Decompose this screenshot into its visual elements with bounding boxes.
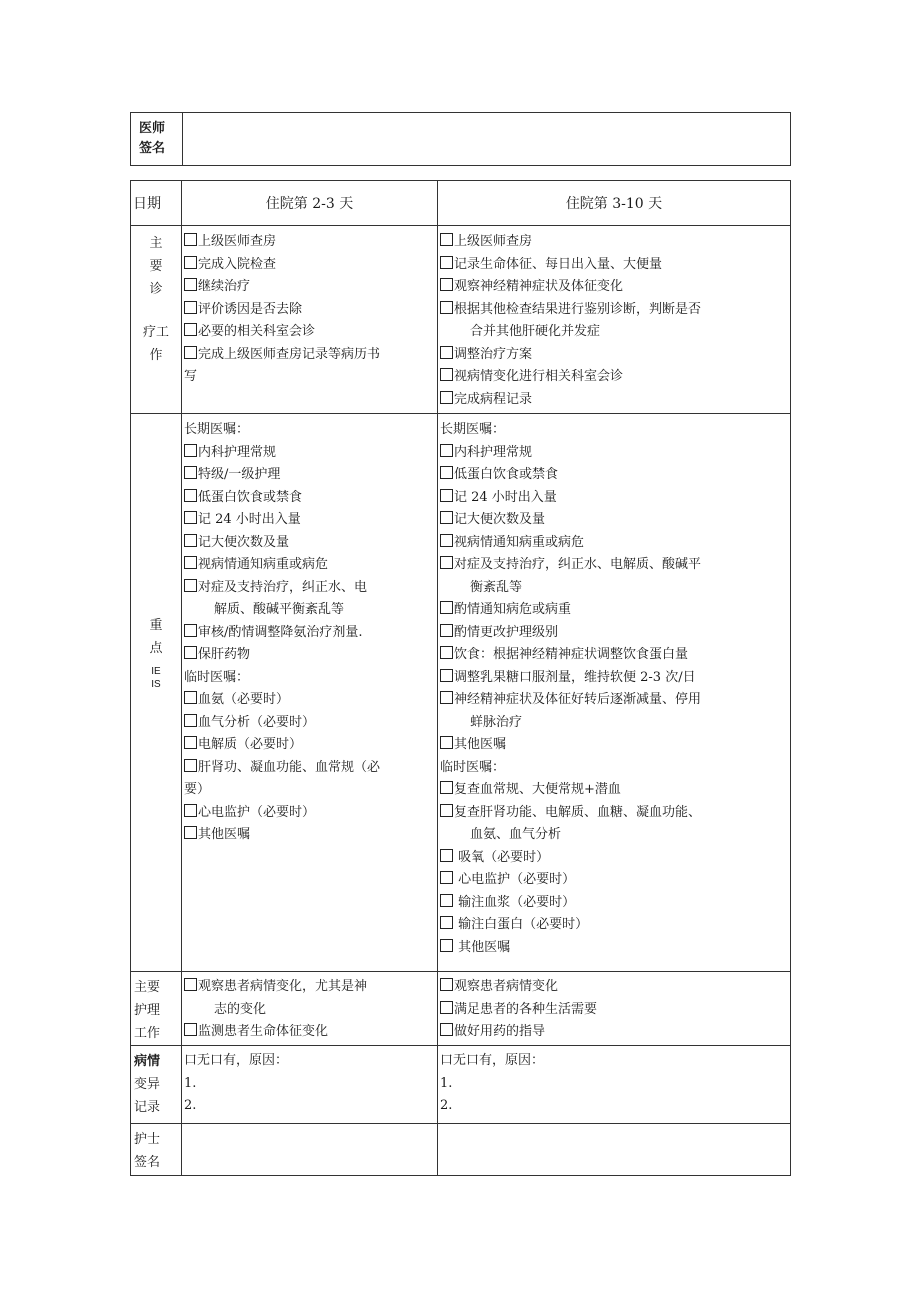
- checklist-item-text: 血氨（必要时）: [198, 692, 290, 707]
- checklist-item-text: 监测患者生命体征变化: [198, 1024, 329, 1039]
- checklist-item-text: 调整治疗方案: [454, 346, 533, 362]
- checklist-item[interactable]: [184, 734, 437, 757]
- checklist-item[interactable]: [184, 976, 437, 999]
- checklist-item[interactable]: [440, 509, 790, 532]
- checklist-item: [184, 999, 437, 1022]
- checklist-item[interactable]: [184, 644, 437, 667]
- orders-col1: [182, 414, 438, 972]
- checkbox-icon[interactable]: [184, 323, 197, 336]
- checklist-item: [184, 419, 437, 442]
- label-line: 护士: [134, 1132, 161, 1147]
- checkbox-icon[interactable]: [184, 256, 197, 269]
- checklist-item-text: 低蛋白饮食或禁食: [198, 489, 303, 505]
- checklist-item[interactable]: [440, 254, 790, 277]
- checklist-item: [184, 1095, 437, 1118]
- checklist-item[interactable]: [440, 847, 790, 870]
- checklist-item[interactable]: [184, 299, 437, 322]
- checkbox-icon[interactable]: [440, 691, 453, 704]
- checklist-item[interactable]: [440, 779, 790, 802]
- checklist-item[interactable]: [440, 344, 790, 367]
- checklist-item: [184, 667, 437, 690]
- checklist-item[interactable]: [184, 689, 437, 712]
- checklist-item[interactable]: [184, 532, 437, 555]
- day-2-3-header: 住院第 2-3 天: [182, 181, 438, 226]
- checklist-item-text: 对症及支持治疗，纠正水、电: [198, 579, 368, 595]
- checklist-item-text: 写: [184, 369, 198, 384]
- label-line: 工作: [134, 1026, 161, 1041]
- label-char: 点: [149, 641, 163, 656]
- checklist-item[interactable]: [440, 599, 790, 622]
- checklist-item-text: 记 24 小时出入量: [198, 512, 301, 527]
- checklist-item-text: 记大便次数及量: [454, 512, 546, 527]
- checklist-item: [440, 757, 790, 780]
- checkbox-icon[interactable]: [184, 759, 197, 772]
- checkbox-icon[interactable]: [184, 534, 197, 547]
- checklist-item-text: 其他医嘱: [454, 737, 507, 752]
- checklist-item-text: 口无口有，原因：: [440, 1053, 545, 1068]
- checkbox-icon[interactable]: [440, 256, 453, 269]
- diagnosis-label: [131, 226, 182, 414]
- checkbox-icon[interactable]: [184, 978, 197, 991]
- doctor-signature-table: [130, 112, 791, 166]
- checklist-item-text: 酌情通知病危或病重: [454, 602, 572, 617]
- checklist-item: [184, 779, 437, 802]
- checklist-item-text: 血气分析（必要时）: [198, 714, 316, 730]
- checklist-item-text: 视病情通知病重或病危: [198, 557, 329, 572]
- checklist-item[interactable]: [440, 464, 790, 487]
- checklist-item-text: 记大便次数及量: [198, 534, 290, 550]
- checklist-item-text: 上级医师查房: [198, 234, 277, 249]
- nursing-col1: [182, 972, 438, 1046]
- checkbox-icon[interactable]: [184, 691, 197, 704]
- checkbox-icon[interactable]: [440, 646, 453, 659]
- checklist-item-text: 审核/酌情调整降氨治疗剂量.: [198, 624, 363, 640]
- checklist-item-text: 长期医嘱：: [440, 422, 506, 437]
- checklist-item: [440, 1073, 790, 1096]
- checkbox-icon[interactable]: [440, 916, 453, 929]
- checklist-item-text: 神经精神症状及体征好转后逐渐减量、停用: [454, 692, 702, 707]
- checklist-item-text: 低蛋白饮食或禁食: [454, 467, 559, 482]
- checkbox-icon[interactable]: [440, 804, 453, 817]
- nursing-col2: [438, 972, 791, 1046]
- checklist-item: [184, 366, 437, 389]
- nurse-signature-field-2[interactable]: [438, 1124, 791, 1176]
- checkbox-icon[interactable]: [440, 624, 453, 637]
- checklist-item-text: 要）: [184, 782, 211, 797]
- checkbox-icon[interactable]: [440, 939, 453, 952]
- checklist-item-text: 继续治疗: [198, 279, 251, 294]
- checklist-item[interactable]: [440, 1021, 790, 1044]
- checklist-item[interactable]: [440, 622, 790, 645]
- checklist-item[interactable]: [440, 914, 790, 937]
- checkbox-icon[interactable]: [440, 391, 453, 404]
- checklist-item[interactable]: [440, 389, 790, 412]
- checklist-item[interactable]: [440, 554, 790, 577]
- checkbox-icon[interactable]: [440, 233, 453, 246]
- checklist-item[interactable]: [440, 276, 790, 299]
- checkbox-icon[interactable]: [184, 466, 197, 479]
- checkbox-icon[interactable]: [440, 871, 453, 884]
- label-char: 疗工: [142, 325, 169, 340]
- checklist-item: [440, 824, 790, 847]
- label-small: IE: [151, 666, 161, 677]
- checkbox-icon[interactable]: [440, 489, 453, 502]
- day-3-10-header: 住院第 3-10 天: [438, 181, 791, 226]
- checklist-item-text: 完成上级医师查房记录等病历书: [198, 346, 381, 362]
- nursing-label: [131, 972, 182, 1046]
- checklist-item[interactable]: [184, 231, 437, 254]
- checklist-item-text: 酌情更改护理级别: [454, 624, 559, 640]
- checklist-item-text: 吸氧（必要时）: [454, 849, 550, 865]
- checklist-item[interactable]: [440, 734, 790, 757]
- checklist-item-text: 视病情变化进行相关科室会诊: [454, 369, 624, 384]
- checkbox-icon[interactable]: [440, 444, 453, 457]
- nurse-signature-field-1[interactable]: [182, 1124, 438, 1176]
- checklist-item[interactable]: [184, 321, 437, 344]
- checklist-item-text: 完成入院检查: [198, 256, 277, 272]
- checkbox-icon[interactable]: [184, 714, 197, 727]
- checklist-item[interactable]: [440, 802, 790, 825]
- doctor-signature-label: [131, 113, 183, 166]
- diagnosis-col2: [438, 226, 791, 414]
- checkbox-icon[interactable]: [184, 511, 197, 524]
- checklist-item[interactable]: [184, 344, 437, 367]
- checklist-item[interactable]: [184, 712, 437, 735]
- checklist-item[interactable]: [184, 577, 437, 600]
- checklist-item-text: 评价诱因是否去除: [198, 301, 303, 317]
- checklist-item-text: 观察神经精神症状及体征变化: [454, 279, 624, 294]
- checklist-item[interactable]: [440, 487, 790, 510]
- label-line: 记录: [134, 1100, 161, 1115]
- checklist-item-text: 调整乳果糖口服剂量，维持软便 2-3 次/日: [454, 669, 696, 685]
- checklist-item: [184, 599, 437, 622]
- checklist-item: [440, 419, 790, 442]
- variance-col2[interactable]: [438, 1046, 791, 1124]
- checklist-item-text: 其他医嘱: [454, 939, 511, 955]
- checkbox-icon[interactable]: [440, 368, 453, 381]
- checklist-item-text: 视病情通知病重或病危: [454, 534, 585, 550]
- checklist-item[interactable]: [440, 976, 790, 999]
- checkbox-icon[interactable]: [184, 346, 197, 359]
- checklist-item-text: 内科护理常规: [198, 444, 277, 460]
- checkbox-icon[interactable]: [184, 489, 197, 502]
- label-line: 护理: [134, 1003, 161, 1018]
- checklist-item-text: 衡紊乱等: [470, 579, 523, 595]
- checklist-item-text: 口无口有，原因：: [184, 1053, 289, 1068]
- checkbox-icon[interactable]: [184, 233, 197, 246]
- doctor-label-line1: 医师: [139, 121, 166, 136]
- checklist-item: [184, 1050, 437, 1073]
- checkbox-icon[interactable]: [440, 301, 453, 314]
- orders-label: [131, 414, 182, 972]
- checkbox-icon[interactable]: [184, 646, 197, 659]
- checklist-item-text: 特级/一级护理: [198, 467, 281, 482]
- checkbox-icon[interactable]: [440, 894, 453, 907]
- nurse-signature-label: [131, 1124, 182, 1176]
- checklist-item-text: 心电监护（必要时）: [454, 872, 576, 887]
- orders-col2: [438, 414, 791, 972]
- checklist-item-text: 复查肝肾功能、电解质、血糖、凝血功能、: [454, 804, 702, 820]
- checklist-item: [440, 1050, 790, 1073]
- checklist-item[interactable]: [184, 487, 437, 510]
- checklist-item[interactable]: [440, 366, 790, 389]
- checklist-item-text: 记录生命体征、每日出入量、大便量: [454, 256, 663, 272]
- doctor-signature-field[interactable]: [183, 113, 791, 166]
- checklist-item-text: 长期医嘱：: [184, 422, 250, 437]
- checklist-item: [440, 712, 790, 735]
- checklist-item-text: 观察患者病情变化，尤其是神: [198, 979, 368, 994]
- label-char: 要: [149, 259, 163, 274]
- checklist-item[interactable]: [440, 689, 790, 712]
- checkbox-icon[interactable]: [184, 579, 197, 592]
- checklist-item[interactable]: [440, 937, 790, 960]
- checklist-item[interactable]: [184, 802, 437, 825]
- checkbox-icon[interactable]: [184, 556, 197, 569]
- label-line: 病情: [134, 1054, 161, 1069]
- checkbox-icon[interactable]: [440, 511, 453, 524]
- checkbox-icon[interactable]: [184, 278, 197, 291]
- checklist-item[interactable]: [184, 464, 437, 487]
- checklist-item-text: 1.: [440, 1075, 453, 1091]
- label-line: 签名: [134, 1155, 161, 1170]
- checklist-item-text: 2.: [184, 1098, 197, 1113]
- checklist-item[interactable]: [440, 231, 790, 254]
- checklist-item-text: 饮食：根据神经精神症状调整饮食蛋白量: [454, 647, 689, 662]
- checklist-item[interactable]: [184, 757, 437, 780]
- checklist-item-text: 2.: [440, 1098, 453, 1113]
- checklist-item[interactable]: [440, 869, 790, 892]
- checklist-item-text: 复查血常规、大便常规+潜血: [454, 782, 621, 797]
- checklist-item: [440, 577, 790, 600]
- checklist-item: [440, 1095, 790, 1118]
- doctor-label-line2: 签名: [139, 141, 166, 156]
- checklist-item-text: 根据其他检查结果进行鉴别诊断，判断是否: [454, 301, 702, 317]
- checklist-item[interactable]: [440, 667, 790, 690]
- checklist-item[interactable]: [184, 509, 437, 532]
- checklist-item-text: 血氨、血气分析: [470, 827, 562, 842]
- variance-label: [131, 1046, 182, 1124]
- checkbox-icon[interactable]: [440, 978, 453, 991]
- checklist-item[interactable]: [440, 892, 790, 915]
- checklist-item[interactable]: [184, 1021, 437, 1044]
- checklist-item-text: 保肝药物: [198, 647, 251, 662]
- checkbox-icon[interactable]: [440, 556, 453, 569]
- checkbox-icon[interactable]: [440, 669, 453, 682]
- label-line: 主要: [134, 980, 161, 995]
- checklist-item-text: 完成病程记录: [454, 391, 533, 407]
- checkbox-icon[interactable]: [184, 624, 197, 637]
- checkbox-icon[interactable]: [440, 1023, 453, 1036]
- checkbox-icon[interactable]: [184, 804, 197, 817]
- checklist-item[interactable]: [440, 644, 790, 667]
- checklist-item[interactable]: [184, 554, 437, 577]
- checklist-item[interactable]: [184, 622, 437, 645]
- checklist-item: [184, 1073, 437, 1096]
- checklist-item-text: 观察患者病情变化: [454, 979, 559, 994]
- checklist-item: [440, 321, 790, 344]
- checkbox-icon[interactable]: [440, 534, 453, 547]
- variance-col1[interactable]: [182, 1046, 438, 1124]
- label-char: 诊: [149, 282, 163, 297]
- checklist-item[interactable]: [184, 824, 437, 847]
- checklist-item-text: 内科护理常规: [454, 444, 533, 460]
- checklist-item-text: 满足患者的各种生活需要: [454, 1001, 598, 1017]
- checkbox-icon[interactable]: [184, 301, 197, 314]
- checklist-item-text: 输注血浆（必要时）: [454, 894, 576, 910]
- date-label: 日期: [131, 181, 182, 226]
- checklist-item-text: 电解质（必要时）: [198, 737, 303, 752]
- checklist-item-text: 志的变化: [214, 1001, 267, 1017]
- checkbox-icon[interactable]: [440, 278, 453, 291]
- checkbox-icon[interactable]: [440, 346, 453, 359]
- checklist-item[interactable]: [184, 254, 437, 277]
- checklist-item-text: 必要的相关科室会诊: [198, 324, 316, 339]
- checklist-item-text: 1.: [184, 1075, 197, 1091]
- checklist-item-text: 肝肾功、凝血功能、血常规（必: [198, 759, 381, 775]
- diagnosis-col1: [182, 226, 438, 414]
- checklist-item[interactable]: [184, 276, 437, 299]
- checkbox-icon[interactable]: [184, 444, 197, 457]
- checklist-item-text: 心电监护（必要时）: [198, 804, 316, 820]
- label-char: 重: [149, 618, 163, 633]
- checklist-item-text: 上级医师查房: [454, 234, 533, 249]
- checklist-item-text: 临时医嘱：: [184, 669, 250, 685]
- checklist-item-text: 合并其他肝硬化并发症: [470, 324, 601, 339]
- checkbox-icon[interactable]: [184, 1023, 197, 1036]
- checklist-item-text: 做好用药的指导: [454, 1024, 546, 1039]
- checkbox-icon[interactable]: [440, 781, 453, 794]
- checkbox-icon[interactable]: [440, 466, 453, 479]
- checklist-item-text: 输注白蛋白（必要时）: [454, 917, 589, 932]
- checklist-item-text: 对症及支持治疗，纠正水、电解质、酸碱平: [454, 557, 702, 572]
- checklist-item-text: 蛘脉治疗: [470, 714, 523, 730]
- checklist-item-text: 其他医嘱: [198, 827, 251, 842]
- checklist-item[interactable]: [440, 999, 790, 1022]
- checklist-item[interactable]: [440, 532, 790, 555]
- checkbox-icon[interactable]: [440, 849, 453, 862]
- checkbox-icon[interactable]: [440, 736, 453, 749]
- label-char: 主: [149, 236, 163, 251]
- checklist-item[interactable]: [440, 299, 790, 322]
- checklist-item-text: 记 24 小时出入量: [454, 489, 557, 505]
- label-line: 变异: [134, 1077, 161, 1092]
- checklist-item-text: 临时医嘱：: [440, 759, 506, 775]
- checkbox-icon[interactable]: [440, 601, 453, 614]
- checklist-item[interactable]: [184, 442, 437, 465]
- clinical-pathway-table: [130, 180, 791, 1176]
- checklist-item[interactable]: [440, 442, 790, 465]
- label-char: 作: [149, 348, 163, 363]
- checklist-item-text: 解质、酸碱平衡紊乱等: [214, 602, 345, 617]
- checkbox-icon[interactable]: [184, 736, 197, 749]
- checkbox-icon[interactable]: [184, 826, 197, 839]
- checkbox-icon[interactable]: [440, 1001, 453, 1014]
- label-small: IS: [151, 679, 161, 690]
